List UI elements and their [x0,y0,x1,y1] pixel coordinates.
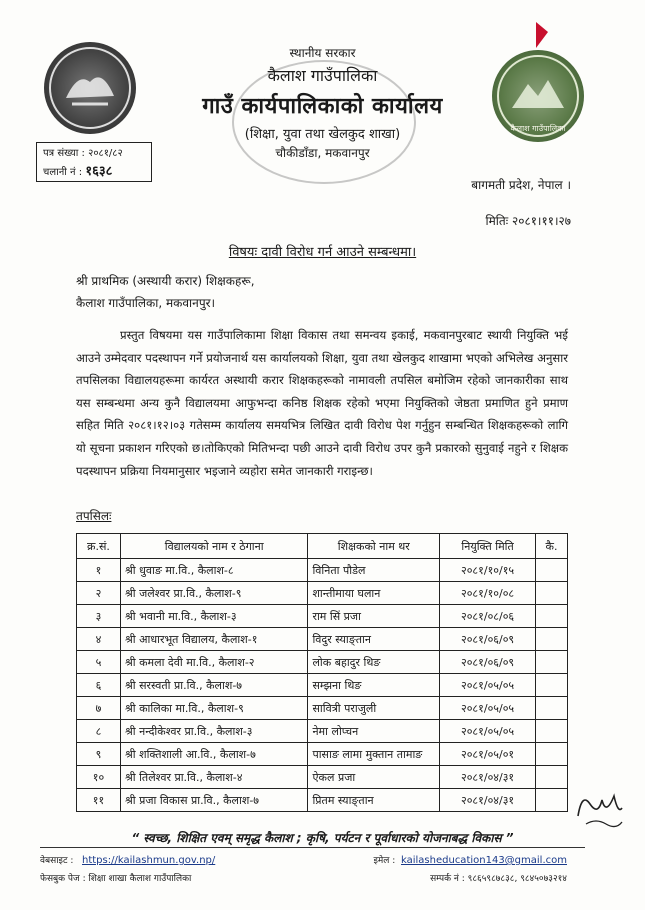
email-link[interactable]: kailasheducation143@gmail.com [401,855,567,866]
cell-teacher: राम सिं प्रजा [308,605,440,628]
province-line: बागमती प्रदेश, नेपाल । [471,178,571,192]
website-row [40,853,215,866]
table-header-remarks: कै. [536,534,568,559]
facebook-page: फेसबुक पेज : शिक्षा शाखा कैलाश गाउँपालिका [40,874,192,884]
website-label: वेबसाइट : [40,856,74,866]
cell-appointment-date: २०८१/१०/१५ [440,559,536,582]
cell-remarks [536,766,568,789]
cell-serial: ५ [77,651,121,674]
dispatch-number-value: १६३८ [85,164,113,179]
website-link[interactable]: https://kailashmun.gov.np/ [82,855,216,866]
cell-teacher: प्रितम स्याङ्तान [308,789,440,812]
cell-teacher: सम्झना थिङ [308,674,440,697]
motto: “ स्वच्छ, शिक्षित एवम् समृद्ध कैलाश ; कृषि, पर्यटन र पूर्वाधारको योजनाबद्ध विकास ” [131,831,514,845]
table-row [77,789,568,812]
cell-school: श्री जलेश्वर प्रा.वि., कैलाश-९ [120,582,308,605]
contact-numbers: सम्पर्क नं : ९८६५९८७८३८, ९८४५०७३२१४ [430,874,567,884]
addressee-line-2: कैलाश गाउँपालिका, मकवानपुर। [76,296,216,310]
cell-teacher: सावित्री पराजुली [308,697,440,720]
cell-appointment-date: २०८१/०६/०९ [440,628,536,651]
cell-appointment-date: २०८१/०८/०६ [440,605,536,628]
annex-label: तपसिलः [76,509,112,523]
cell-school: श्री धुवाङ मा.वि., कैलाश-८ [120,559,308,582]
cell-school: श्री भवानी मा.वि., कैलाश-३ [120,605,308,628]
office-stamp-icon [232,60,416,184]
dispatch-number-row [43,163,145,182]
cell-remarks [536,743,568,766]
cell-teacher: विनिता पौडेल [308,559,440,582]
table-row [77,766,568,789]
signature-icon [572,786,628,832]
cell-school: श्री आधारभूत विद्यालय, कैलाश-१ [120,628,308,651]
cell-school: श्री तिलेश्वर प्रा.वि., कैलाश-४ [120,766,308,789]
table-header-teacher: शिक्षकको नाम थर [308,534,440,559]
office-location: चौकीडाँडा, मकवानपुर [275,146,370,160]
table-row [77,720,568,743]
cell-serial: ९ [77,743,121,766]
cell-serial: १ [77,559,121,582]
cell-appointment-date: २०८१/०४/३१ [440,766,536,789]
cell-teacher: विदुर स्याङ्तान [308,628,440,651]
body-paragraph: प्रस्तुत विषयमा यस गाउँपालिकामा शिक्षा विकास तथा समन्वय इकाई, मकवानपुरबाट स्थायी नियुक्ति भई आउने उम्मेदवार पदस्थापन गर्ने प्रयोजनार्थ यस कार्यालयको शिक्षा, युवा तथा खेलकुद शाखामा भएको अभिलेख अनुसार तपसिलका विद्यालयहरूमा कार्यरत अस्थायी करार शिक्षकहरूको नामावली तपसिल बमोजिम रहेको जानकारीका साथ यस सम्बन्धमा अन्य कुनै विद्यालयमा आफुभन्दा कनिष्ठ शिक्षक रहेको भएमा नियुक्तिको जेष्ठता प्रमाणित हुने प्रमाण सहित मिति २०८१।१२।०३ गतेसम्म कार्यालय समयभित्र लिखित दावी विरोध पेश गर्नुहुन सम्बन्धित शिक्षकहरूको लागि यो सूचना प्रकाशन गरिएको छ।तोकिएको मितिभन्दा पछी आउने दावी विरोध उपर कुनै प्रकारको सुनुवाई नहुने र शिक्षक पदस्थापन प्रक्रिया नियमानुसार भइजाने व्यहोरा समेत जानकारी गराइन्छ। [76,328,568,478]
footer-divider [40,847,585,848]
table-header-row [77,534,568,559]
gov-level: स्थानीय सरकार [289,46,356,60]
table-header-school: विद्यालयको नाम र ठेगाना [120,534,308,559]
table-row [77,605,568,628]
cell-serial: ४ [77,628,121,651]
letter-number-row [43,145,145,163]
table-header-serial: क्र.सं. [77,534,121,559]
cell-teacher: नेमा लोप्चन [308,720,440,743]
cell-remarks [536,720,568,743]
office-name: गाउँ कार्यपालिकाको कार्यालय [202,94,443,119]
cell-teacher: पासाङ लामा मुक्तान तामाङ [308,743,440,766]
cell-school: श्री कालिका मा.वि., कैलाश-९ [120,697,308,720]
email-label: इमेल : [373,856,396,866]
table-row [77,582,568,605]
table-row [77,628,568,651]
cell-appointment-date: २०८१/१०/०८ [440,582,536,605]
table-body [77,559,568,812]
cell-remarks [536,559,568,582]
table-row [77,651,568,674]
cell-serial: ७ [77,697,121,720]
cell-school: श्री सरस्वती प्रा.वि., कैलाश-७ [120,674,308,697]
municipality-name: कैलाश गाउँपालिका [267,66,378,85]
cell-school: श्री कमला देवी मा.वि., कैलाश-२ [120,651,308,674]
cell-remarks [536,674,568,697]
cell-serial: ६ [77,674,121,697]
cell-appointment-date: २०८१/०६/०९ [440,651,536,674]
right-seal-label: कैलाश गाउँपालिका [510,124,566,133]
cell-school: श्री नन्दीकेश्वर प्रा.वि., कैलाश-३ [120,720,308,743]
cell-remarks [536,789,568,812]
cell-school: श्री प्रजा विकास प्रा.वि., कैलाश-७ [120,789,308,812]
cell-remarks [536,582,568,605]
cell-serial: ११ [77,789,121,812]
email-row [373,853,567,866]
cell-serial: ३ [77,605,121,628]
cell-remarks [536,605,568,628]
cell-appointment-date: २०८१/०५/०५ [440,697,536,720]
letter-date: मितिः २०८१।११।२७ [485,214,571,228]
cell-serial: ८ [77,720,121,743]
cell-serial: १० [77,766,121,789]
dispatch-number-label: चलानी नं : [43,167,83,178]
cell-remarks [536,697,568,720]
cell-teacher: ऐकल प्रजा [308,766,440,789]
cell-appointment-date: २०८१/०५/०१ [440,743,536,766]
table-row [77,559,568,582]
reference-box [36,142,152,182]
addressee-line-1: श्री प्राथमिक (अस्थायी करार) शिक्षकहरू, [76,274,255,288]
cell-remarks [536,628,568,651]
table-row [77,697,568,720]
letter-number-value: २०८१/८२ [88,148,123,159]
letter-number-label: पत्र संख्या : [43,148,85,159]
table-row [77,674,568,697]
cell-remarks [536,651,568,674]
cell-appointment-date: २०८१/०४/३१ [440,789,536,812]
cell-school: श्री शक्तिशाली आ.वि., कैलाश-७ [120,743,308,766]
table-header-appointment-date: नियुक्ति मिति [440,534,536,559]
cell-serial: २ [77,582,121,605]
subject-line: विषयः दावी विरोध गर्न आउने सम्बन्धमा। [228,245,417,260]
table-row [77,743,568,766]
cell-appointment-date: २०८१/०५/०५ [440,720,536,743]
teacher-table [76,533,568,812]
branch-name: (शिक्षा, युवा तथा खेलकुद शाखा) [244,127,401,142]
cell-teacher: शान्तीमाया घलान [308,582,440,605]
cell-appointment-date: २०८१/०५/०५ [440,674,536,697]
cell-teacher: लोक बहादुर थिङ [308,651,440,674]
